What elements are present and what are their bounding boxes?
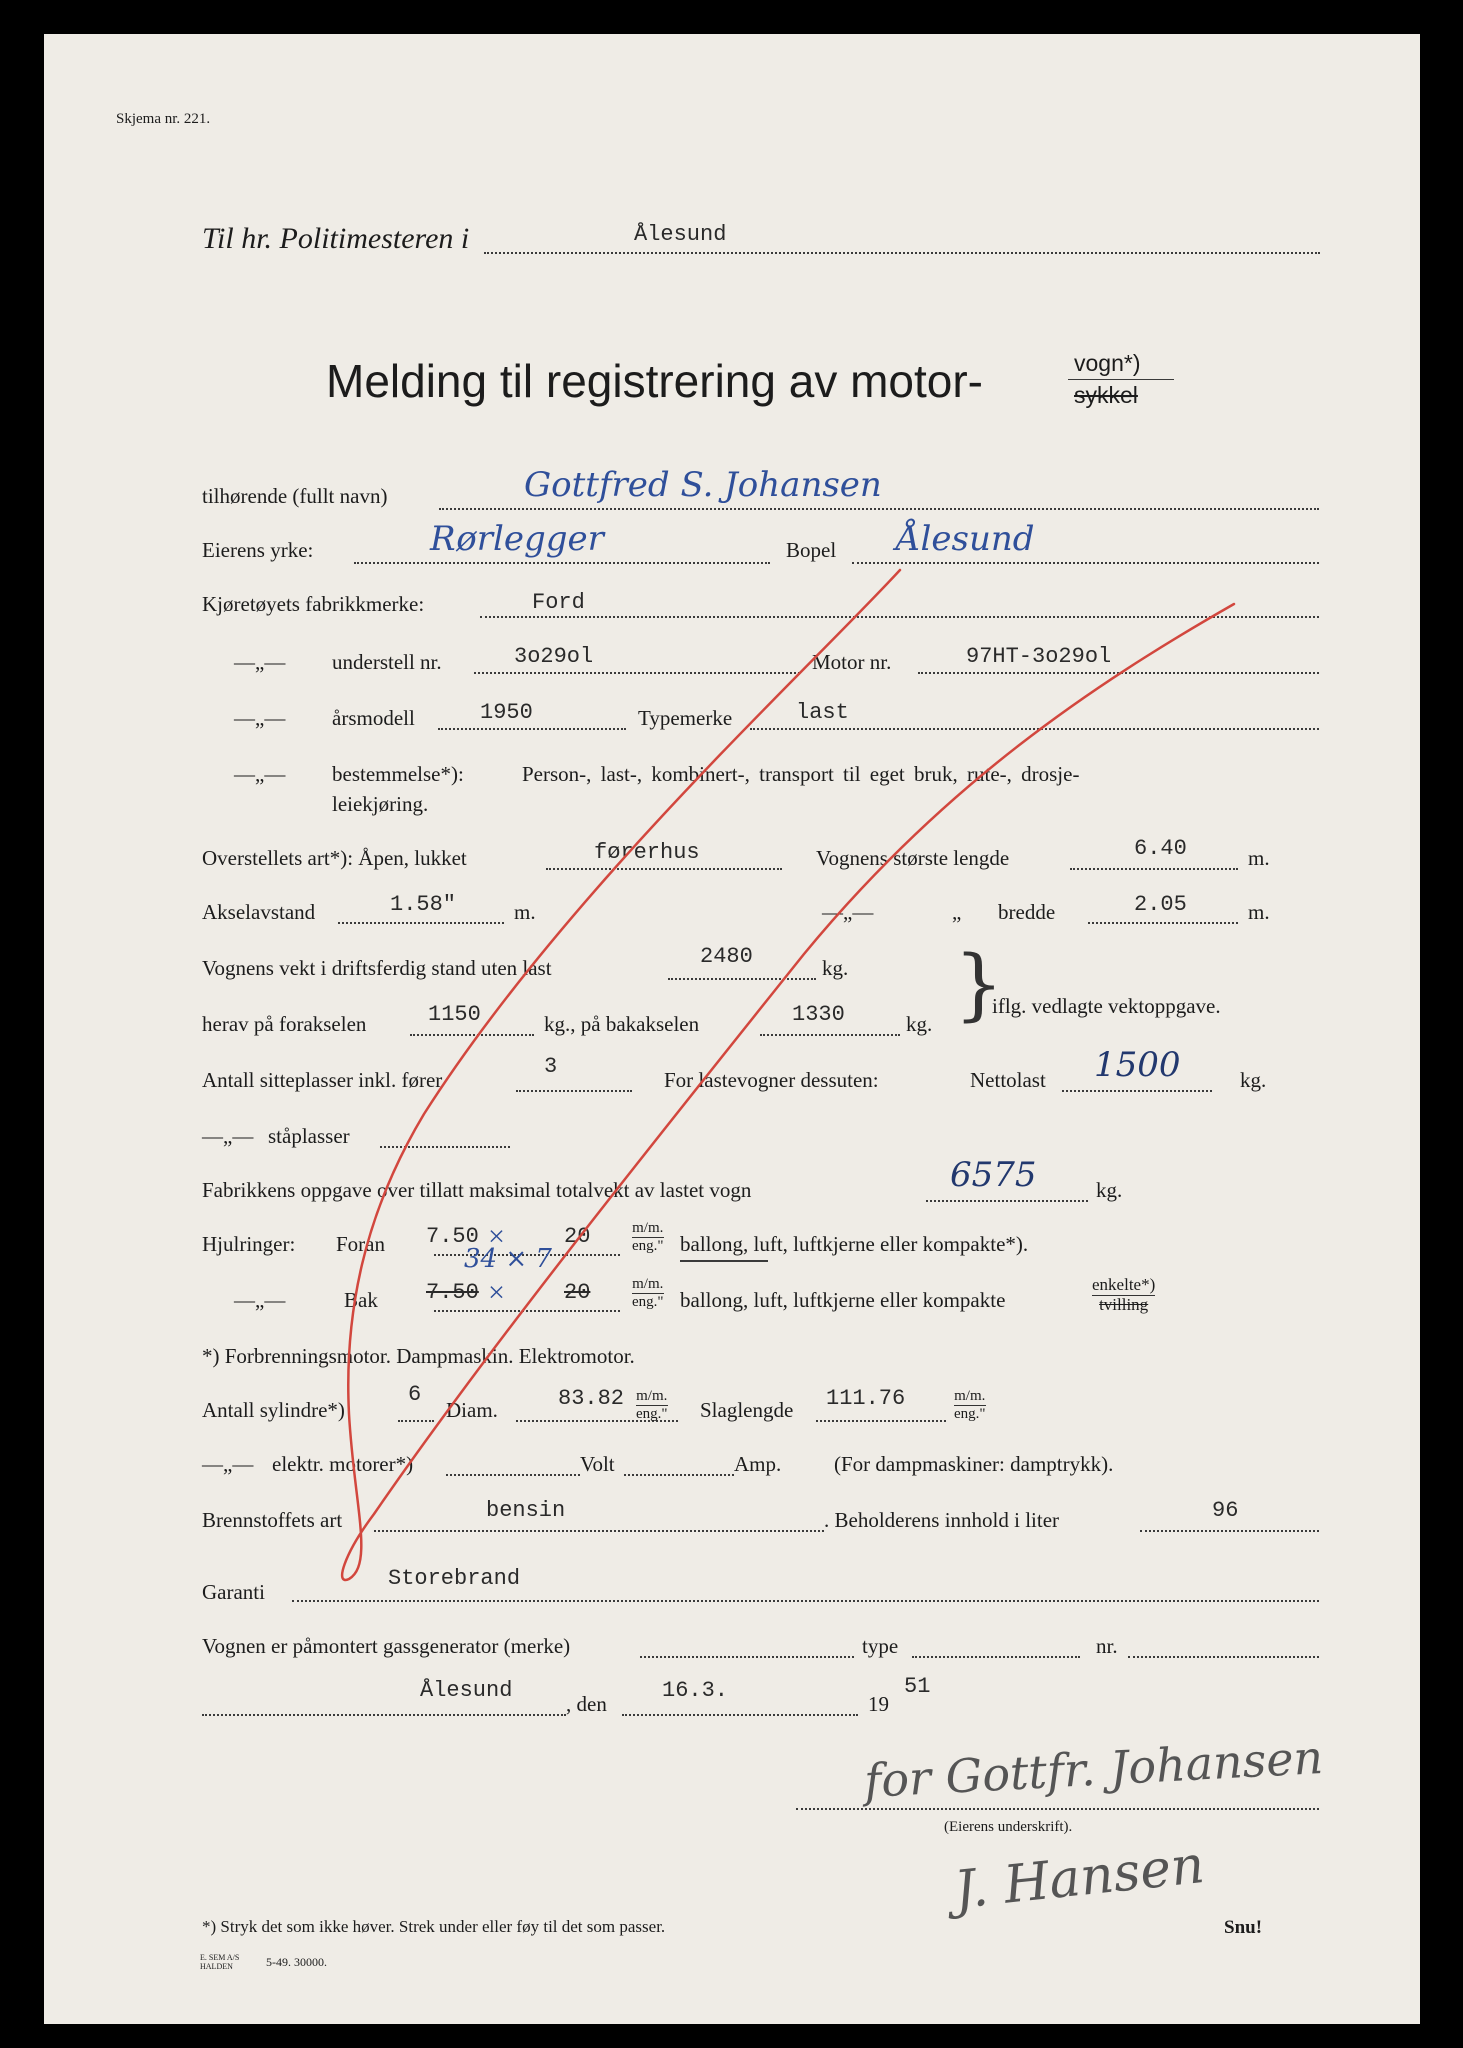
owner-name-value: Gottfred S. Johansen — [524, 465, 882, 505]
gas-nr-label: nr. — [1096, 1634, 1118, 1658]
ditto-2: —„— — [234, 706, 286, 730]
ditto-7: —„— — [202, 1452, 254, 1476]
tank-value: 96 — [1212, 1498, 1239, 1523]
width-label: bredde — [998, 900, 1056, 924]
length-label: Vognens største lengde — [816, 846, 1010, 870]
ditto-5: —„— — [202, 1124, 254, 1148]
type-value: last — [796, 700, 849, 725]
purpose-label: bestemmelse*): — [332, 762, 464, 786]
residence-label: Bopel — [786, 538, 837, 562]
wheels-rear-unit: m/m. eng." — [632, 1276, 664, 1310]
warranty-value: Storebrand — [388, 1566, 521, 1591]
stroke-value: 111.76 — [826, 1386, 906, 1411]
weight-unit: kg. — [822, 956, 849, 980]
year-value: 51 — [904, 1674, 931, 1699]
occupation-label: Eierens yrke: — [202, 538, 314, 562]
year-label: årsmodell — [332, 706, 415, 730]
diam-label: Diam. — [446, 1398, 498, 1422]
max-weight-unit: kg. — [1096, 1178, 1123, 1202]
body-value: førerhus — [594, 840, 700, 865]
weight-note: iflg. vedlagte vektoppgave. — [992, 994, 1221, 1018]
wheels-rear-cross: × — [488, 1276, 505, 1309]
wheels-front-cross: × — [488, 1220, 505, 1253]
brace-symbol: } — [954, 940, 1004, 1030]
fuel-value: bensin — [486, 1498, 566, 1523]
weight-value: 2480 — [700, 944, 753, 969]
length-unit: m. — [1248, 846, 1270, 870]
make-value: Ford — [532, 590, 585, 615]
ditto-3: —„— — [234, 762, 286, 786]
year-value: 1950 — [480, 700, 533, 725]
front-axle-value: 1150 — [428, 1002, 481, 1027]
wheels-rear-value-b: 20 — [564, 1280, 591, 1305]
recipient-label: Til hr. Politimesteren i — [202, 222, 470, 255]
wheels-front-label: Foran — [336, 1232, 385, 1256]
date-value: 16.3. — [662, 1678, 729, 1703]
turn-over-note: Snu! — [1224, 1917, 1263, 1938]
rear-axle-label: kg., på bakakselen — [544, 1012, 700, 1036]
wheelbase-label: Akselavstand — [202, 900, 316, 924]
wheels-front-unit: m/m. eng." — [632, 1220, 664, 1254]
stroke-unit: m/m. eng." — [954, 1388, 986, 1422]
signature-label: (Eierens underskrift). — [944, 1819, 1073, 1835]
net-load-label: Nettolast — [970, 1068, 1046, 1092]
type-label: Typemerke — [638, 706, 733, 730]
purpose-options-1: Person-, last-, kombinert-, transport til eget bruk, rute-, drosje- — [522, 762, 1080, 786]
seats-label: Antall sitteplasser inkl. fører — [202, 1068, 443, 1092]
width-unit: m. — [1248, 900, 1270, 924]
owner-name-label: tilhørende (fullt navn) — [202, 484, 388, 508]
title-sykkel: sykkel — [1074, 382, 1138, 408]
wheels-label: Hjulringer: — [202, 1232, 296, 1256]
year-prefix: 19 — [868, 1692, 889, 1716]
net-load-unit: kg. — [1240, 1068, 1267, 1092]
tank-label: . Beholderens innhold i liter — [824, 1508, 1060, 1532]
make-label: Kjøretøyets fabrikkmerke: — [202, 592, 425, 616]
wheelbase-value: 1.58" — [390, 892, 457, 917]
body-label: Overstellets art*): Åpen, lukket — [202, 846, 467, 870]
ditto-6: —„— — [234, 1288, 286, 1312]
printer-mark: E. SEM A/S HALDEN — [200, 1953, 240, 1971]
motor-label: Motor nr. — [812, 650, 892, 674]
title-vogn: vogn*) — [1074, 350, 1141, 376]
volt-label: Volt — [580, 1452, 615, 1476]
amp-label: Amp. — [734, 1452, 782, 1476]
diam-value: 83.82 — [558, 1386, 625, 1411]
fuel-label: Brennstoffets art — [202, 1508, 343, 1532]
max-weight-value: 6575 — [950, 1155, 1037, 1195]
electric-label: elektr. motorer*) — [272, 1452, 414, 1476]
recipient-city: Ålesund — [634, 222, 727, 247]
wheels-rear-label: Bak — [344, 1288, 378, 1312]
width-value: 2.05 — [1134, 892, 1187, 917]
wheelbase-unit: m. — [514, 900, 536, 924]
stroke-label: Slaglengde — [700, 1398, 794, 1422]
wheels-front-types: ballong, luft, luftkjerne eller kompakte*). — [680, 1232, 1029, 1256]
cylinders-value: 6 — [408, 1382, 422, 1407]
occupation-value: Rørlegger — [430, 519, 604, 559]
place-value: Ålesund — [420, 1678, 513, 1703]
form-sheet — [44, 34, 1420, 2024]
date-label: , den — [566, 1692, 607, 1716]
motor-value: 97HT-3o29ol — [966, 644, 1112, 669]
seats-value: 3 — [544, 1054, 558, 1079]
residence-value: Ålesund — [896, 519, 1035, 559]
owner-signature: for Gottfr. Johansen — [862, 1730, 1325, 1808]
rear-axle-value: 1330 — [792, 1002, 845, 1027]
form-title: Melding til registrering av motor- — [326, 355, 984, 407]
purpose-options-2: leiekjøring. — [332, 792, 429, 816]
wheels-rear-hand-value: 34 × 7 — [464, 1244, 552, 1274]
second-signature: J. Hansen — [951, 1835, 1208, 1921]
warranty-label: Garanti — [202, 1580, 265, 1604]
print-code: 5-49. 30000. — [266, 1955, 327, 1969]
net-load-value: 1500 — [1094, 1045, 1181, 1085]
standing-label: ståplasser — [268, 1124, 350, 1148]
gas-type-label: type — [862, 1634, 899, 1658]
chassis-value: 3o29ol — [514, 644, 594, 669]
gas-generator-label: Vognen er påmontert gassgenerator (merke) — [202, 1634, 571, 1658]
form-number: Skjema nr. 221. — [116, 111, 211, 127]
diam-unit: m/m. eng." — [636, 1388, 668, 1422]
wheels-rear-types: ballong, luft, luftkjerne eller kompakte — [680, 1288, 1006, 1312]
ditto-1: —„— — [234, 650, 286, 674]
max-weight-label: Fabrikkens oppgave over tillatt maksimal totalvekt av lastet vogn — [202, 1178, 752, 1202]
wheels-front-value-a: 7.50 — [426, 1224, 479, 1249]
red-check-mark — [44, 34, 1420, 2024]
cylinders-label: Antall sylindre*) — [202, 1398, 345, 1422]
steam-note: (For dampmaskiner: damptrykk). — [834, 1452, 1114, 1476]
ditto-4: —„— — [822, 900, 874, 924]
front-axle-label: herav på forakselen — [202, 1012, 367, 1036]
length-value: 6.40 — [1134, 836, 1187, 861]
chassis-label: understell nr. — [332, 650, 442, 674]
cargo-label: For lastevogner dessuten: — [664, 1068, 879, 1092]
wheels-rear-config: enkelte*) tvilling — [1092, 1275, 1156, 1314]
engine-types: *) Forbrenningsmotor. Dampmaskin. Elektromotor. — [202, 1344, 635, 1368]
wheels-rear-value-a: 7.50 — [426, 1280, 479, 1305]
footnote: *) Stryk det som ikke høver. Strek under eller føy til det som passer. — [202, 1917, 666, 1936]
rear-axle-unit: kg. — [906, 1012, 933, 1036]
weight-label: Vognens vekt i driftsferdig stand uten last — [202, 956, 552, 980]
width-prefix: „ — [952, 900, 962, 924]
wheels-front-value-b: 20 — [564, 1224, 591, 1249]
